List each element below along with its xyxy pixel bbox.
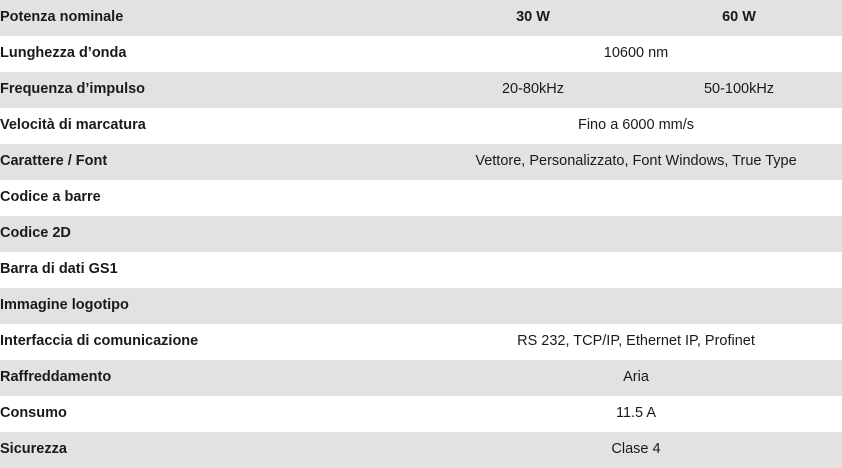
row-value-60w: 50-100kHz (636, 72, 842, 108)
table-row (0, 36, 842, 72)
table-row (0, 108, 842, 144)
table-row (0, 360, 842, 396)
row-value: Aria (430, 360, 842, 396)
row-value (430, 216, 842, 252)
row-label: Codice 2D (0, 216, 430, 252)
table-row (0, 0, 842, 36)
row-value-30w: 20-80kHz (430, 72, 636, 108)
table-row (0, 396, 842, 432)
row-value (430, 288, 842, 324)
row-label: Consumo (0, 396, 430, 432)
row-label: Immagine logotipo (0, 288, 430, 324)
row-label: Carattere / Font (0, 144, 430, 180)
row-label: Barra di dati GS1 (0, 252, 430, 288)
row-label: Interfaccia di comunicazione (0, 324, 430, 360)
row-label: Velocità di marcatura (0, 108, 430, 144)
row-label: Potenza nominale (0, 0, 430, 36)
row-label: Raffreddamento (0, 360, 430, 396)
column-header-30w: 30 W (430, 0, 636, 36)
table-row (0, 180, 842, 216)
table-row (0, 216, 842, 252)
row-value: Clase 4 (430, 432, 842, 468)
row-label: Sicurezza (0, 432, 430, 468)
column-header-60w: 60 W (636, 0, 842, 36)
table-row (0, 144, 842, 180)
row-value (430, 180, 842, 216)
row-label: Lunghezza d’onda (0, 36, 430, 72)
row-value: 11.5 A (430, 396, 842, 432)
row-value: Fino a 6000 mm/s (430, 108, 842, 144)
row-value: 10600 nm (430, 36, 842, 72)
row-label: Codice a barre (0, 180, 430, 216)
table-row (0, 252, 842, 288)
table-row (0, 288, 842, 324)
row-value: Vettore, Personalizzato, Font Windows, True Type (430, 144, 842, 180)
row-value: RS 232, TCP/IP, Ethernet IP, Profinet (430, 324, 842, 360)
table-row (0, 324, 842, 360)
row-value (430, 252, 842, 288)
table-row (0, 72, 842, 108)
row-label: Frequenza d’impulso (0, 72, 430, 108)
